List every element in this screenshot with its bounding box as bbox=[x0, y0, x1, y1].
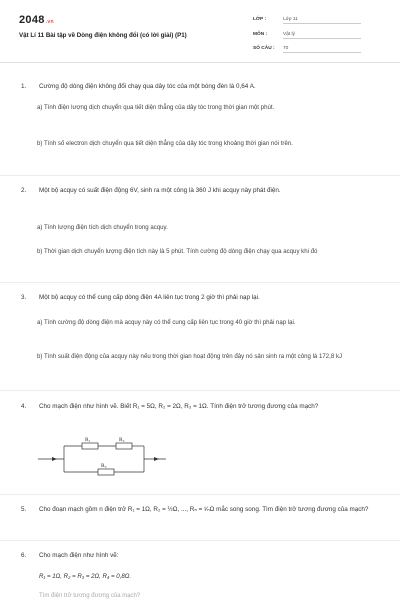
site-logo[interactable]: 2048.vn bbox=[19, 14, 54, 26]
question-1-part-b: b) Tính số electron dịch chuyển qua tiết diện thẳng của dây tóc trong khoảng thời gian nói trên. bbox=[37, 140, 293, 147]
divider bbox=[0, 175, 400, 176]
resistor-r2 bbox=[116, 443, 132, 449]
subject-label: MÔN : bbox=[253, 32, 268, 37]
question-3-part-a: a) Tính cường độ dòng điện mà acquy này có thể cung cấp liên tục trong 40 giờ thì phải nạp lại. bbox=[37, 319, 296, 326]
question-text: Cường độ dòng điện không đổi chạy qua dây tóc của một bóng đèn là 0,64 A. bbox=[39, 83, 256, 90]
question-3-part-b: b) Tính suất điện động của acquy này nếu trong thời gian hoạt động trên đây nó sản sinh ra một công là 172,8 kJ bbox=[37, 353, 343, 360]
circuit-diagram bbox=[38, 434, 168, 484]
question-text: Một bộ acquy có suất điện động 6V, sinh ra một công là 360 J khi acquy này phát điện. bbox=[39, 187, 281, 194]
resistor-r3-label: R₃ bbox=[101, 463, 107, 469]
arrow-icon bbox=[154, 457, 159, 461]
class-value: Lớp 11 bbox=[283, 17, 361, 24]
question-2-part-a: a) Tính lượng điện tích dịch chuyển trong acquy. bbox=[37, 224, 168, 231]
resistor-r2-label: R₂ bbox=[119, 437, 125, 443]
divider bbox=[0, 282, 400, 283]
question-6-followup: Tìm điện trở tương đương của mạch? bbox=[39, 593, 141, 599]
question-text: Cho đoạn mạch gồm n điện trở R₁ = 1Ω, R₂ = ½Ω, ..., Rₙ = ¹⁄ₙΩ mắc song song. Tìm điện trở tương đương của mạch? bbox=[39, 506, 369, 513]
question-number: 6. bbox=[21, 552, 27, 559]
question-number: 2. bbox=[21, 187, 27, 194]
subject-value: Vật lý bbox=[283, 32, 361, 39]
question-text: Cho mạch điện như hình vẽ: bbox=[39, 552, 119, 559]
divider bbox=[0, 390, 400, 391]
question-6-formula: R₁ = 1Ω, R₂ = R₃ = 2Ω, R₄ = 0,8Ω. bbox=[39, 573, 132, 580]
question-count-label: SỐ CÂU : bbox=[253, 46, 275, 51]
resistor-r3 bbox=[98, 469, 114, 475]
class-label: LỚP : bbox=[253, 17, 267, 22]
divider bbox=[0, 540, 400, 541]
divider bbox=[0, 494, 400, 495]
question-number: 1. bbox=[21, 83, 27, 90]
question-1-part-a: a) Tính điện lượng dịch chuyển qua tiết diện thẳng của dây tóc trong thời gian một phút. bbox=[37, 104, 275, 111]
question-number: 3. bbox=[21, 294, 27, 301]
question-count-value: 70 bbox=[283, 46, 361, 53]
document-title: Vật Lí 11 Bài tập về Dòng điện không đổi (có lời giải) (P1) bbox=[19, 32, 187, 39]
resistor-r1 bbox=[82, 443, 98, 449]
arrow-icon bbox=[52, 457, 57, 461]
question-number: 4. bbox=[21, 403, 27, 410]
question-2-part-b: b) Thời gian dịch chuyển lượng điện tích này là 5 phút. Tính cường độ dòng điện chạy qua acquy khi đó bbox=[37, 248, 318, 255]
resistor-r1-label: R₁ bbox=[85, 437, 91, 443]
question-text: Một bộ acquy có thể cung cấp dòng điện 4A liên tục trong 2 giờ thì phải nạp lại. bbox=[39, 294, 260, 301]
question-text: Cho mạch điện như hình vẽ. Biết R₁ = 5Ω, R₂ = 2Ω, R₃ = 1Ω. Tính điện trở tương đương của mạch? bbox=[39, 403, 319, 410]
question-number: 5. bbox=[21, 506, 27, 513]
page-header bbox=[0, 0, 400, 63]
